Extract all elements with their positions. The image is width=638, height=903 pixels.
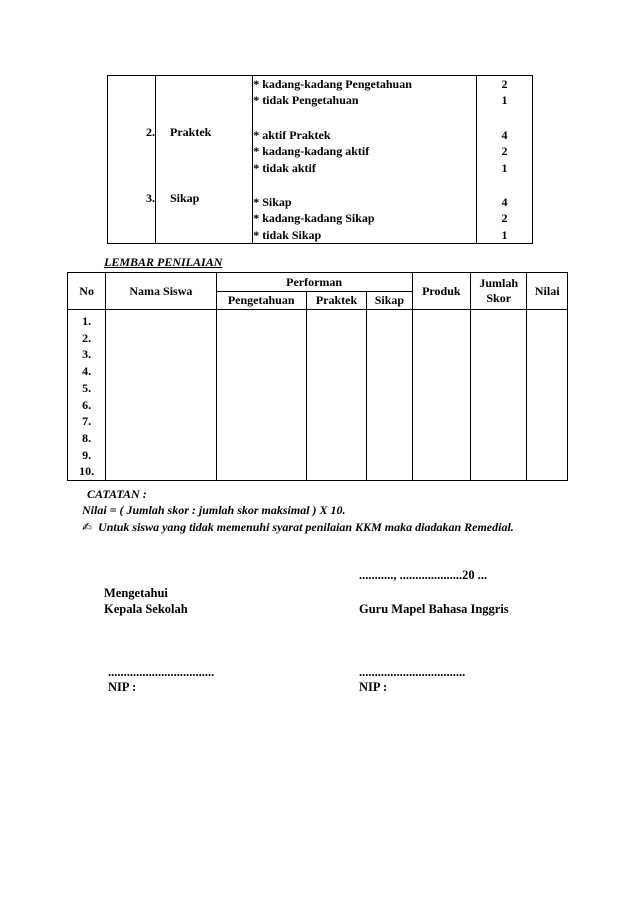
- score-value: 2: [501, 77, 508, 91]
- row-number: 8.: [82, 430, 92, 445]
- notes-formula: Nilai = ( Jumlah skor : jumlah skor maksimal ) X 10.: [82, 503, 346, 517]
- pengetahuan-cell[interactable]: [216, 310, 306, 481]
- score-value: 2: [501, 211, 508, 226]
- notes-title: CATATAN :: [87, 487, 147, 501]
- indicator-line: * tidak Pengetahuan: [253, 93, 359, 108]
- criteria-table: [107, 75, 533, 244]
- signature-left-dots: ..................................: [108, 665, 215, 679]
- indicator-line: * tidak Sikap: [253, 227, 322, 242]
- criteria-no: [108, 76, 156, 244]
- signature-right-title: Guru Mapel Bahasa Inggris: [359, 602, 509, 616]
- col-header-jumlah: [471, 273, 527, 310]
- indicator-line: * Sikap: [253, 194, 292, 209]
- signature-left-nip: NIP :: [108, 680, 137, 694]
- score-value: 4: [501, 194, 508, 209]
- section-title: LEMBAR PENILAIAN: [104, 255, 223, 269]
- row-number: 5.: [82, 380, 92, 395]
- indicator-line: * kadang-kadang Sikap: [253, 211, 375, 226]
- col-header-jumlah-line2: Skor: [486, 291, 512, 305]
- criteria-row: [108, 76, 533, 244]
- row-number: 1.: [82, 314, 92, 328]
- col-header-nama: Nama Siswa: [106, 273, 216, 310]
- signature-left-line2: Kepala Sekolah: [104, 602, 188, 616]
- criteria-scores: [476, 76, 532, 244]
- score-value: 4: [501, 127, 508, 142]
- indicator-line: * tidak aktif: [253, 160, 316, 175]
- col-header-praktek: Praktek: [306, 292, 366, 310]
- indicator-line: * aktif Praktek: [253, 127, 331, 142]
- col-header-performan: Performan: [216, 273, 412, 292]
- jumlah-cell[interactable]: [471, 310, 527, 481]
- remedial-text: Untuk siswa yang tidak memenuhi syarat penilaian KKM maka diadakan Remedial.: [98, 520, 514, 534]
- score-value: 1: [501, 227, 508, 242]
- score-value: 2: [501, 144, 508, 159]
- col-header-pengetahuan: Pengetahuan: [216, 292, 306, 310]
- col-header-produk: Produk: [412, 273, 470, 310]
- grade-table: [67, 272, 568, 481]
- table-row: [68, 310, 568, 481]
- criteria-no: 3.: [146, 191, 155, 205]
- signature-right-nip: NIP :: [359, 680, 388, 694]
- row-number: 6.: [82, 397, 92, 412]
- row-number: 2.: [82, 330, 92, 345]
- row-number: 4.: [82, 364, 92, 379]
- score-value: 1: [501, 160, 508, 175]
- place-date: ..........., ....................20 ...: [359, 568, 488, 582]
- signature-left-line1: Mengetahui: [104, 586, 168, 600]
- nilai-cell[interactable]: [527, 310, 568, 481]
- row-numbers: [68, 310, 106, 481]
- row-number: 7.: [82, 414, 92, 429]
- indicator-line: * kadang-kadang aktif: [253, 144, 370, 159]
- col-header-sikap: Sikap: [367, 292, 412, 310]
- section-heading: [67, 255, 222, 270]
- col-header-jumlah-line1: Jumlah: [479, 276, 519, 290]
- row-number: 3.: [82, 347, 92, 362]
- criteria-indicators: [253, 76, 477, 244]
- row-number: 9.: [82, 447, 92, 462]
- sikap-cell[interactable]: [367, 310, 412, 481]
- indicator-line: * kadang-kadang Pengetahuan: [253, 77, 412, 91]
- writing-hand-icon: ✍: [82, 520, 93, 534]
- praktek-cell[interactable]: [306, 310, 366, 481]
- row-number: 10.: [79, 464, 95, 479]
- score-value: 1: [501, 93, 508, 108]
- criteria-aspect: Sikap: [170, 191, 200, 205]
- criteria-no: 2.: [146, 125, 155, 139]
- nama-cell[interactable]: [106, 310, 216, 481]
- col-header-no: No: [68, 273, 106, 310]
- criteria-aspect: [156, 76, 253, 244]
- col-header-nilai: Nilai: [527, 273, 568, 310]
- notes-remedial: [82, 520, 514, 535]
- criteria-aspect: Praktek: [170, 125, 212, 139]
- signature-right-dots: ..................................: [359, 665, 466, 679]
- produk-cell[interactable]: [412, 310, 470, 481]
